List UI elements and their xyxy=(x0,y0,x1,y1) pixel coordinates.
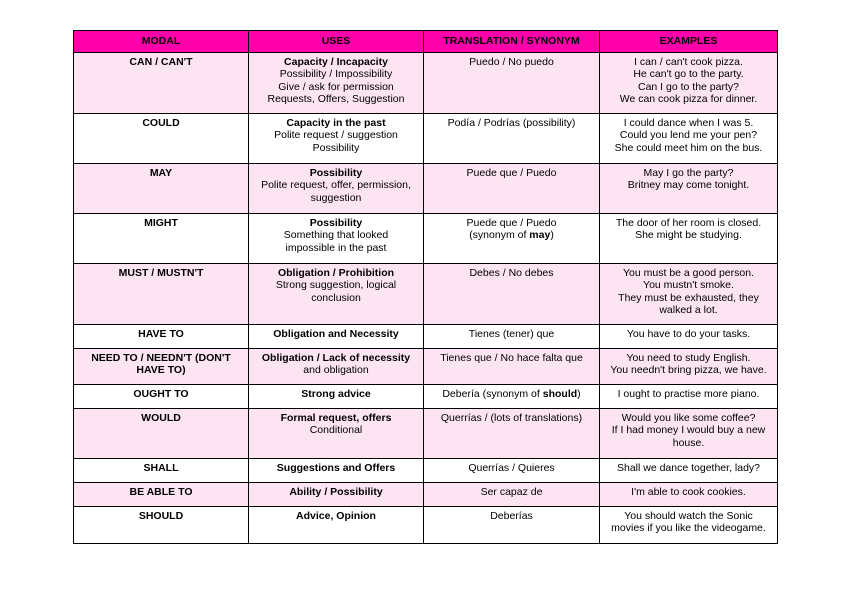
modal-verbs-table xyxy=(73,30,778,544)
examples-cell: You have to do your tasks. xyxy=(600,324,778,348)
examples-cell: I ought to practise more piano. xyxy=(600,384,778,408)
examples-cell: You need to study English. You needn't bring pizza, we have. xyxy=(600,348,778,384)
header-examples: EXAMPLES xyxy=(600,31,778,53)
modal-cell: COULD xyxy=(74,113,249,163)
translation-cell: Tienes (tener) que xyxy=(424,324,600,348)
table-row xyxy=(74,113,778,163)
uses-cell: Advice, Opinion xyxy=(249,506,424,543)
examples-cell: The door of her room is closed. She might be studying. xyxy=(600,213,778,263)
uses-cell: Ability / Possibility xyxy=(249,482,424,506)
table-row xyxy=(74,163,778,213)
translation-cell: Ser capaz de xyxy=(424,482,600,506)
header-translation: TRANSLATION / SYNONYM xyxy=(424,31,600,53)
modal-cell: BE ABLE TO xyxy=(74,482,249,506)
table-row xyxy=(74,384,778,408)
modal-cell: WOULD xyxy=(74,408,249,458)
modal-cell: SHOULD xyxy=(74,506,249,543)
modal-cell: CAN / CAN'T xyxy=(74,52,249,113)
modal-cell: MUST / MUSTN'T xyxy=(74,263,249,324)
uses-cell: Capacity / Incapacity Possibility / Impossibility Give / ask for permission Requests, Offers, Suggestion xyxy=(249,52,424,113)
examples-cell: I could dance when I was 5. Could you lend me your pen? She could meet him on the bus. xyxy=(600,113,778,163)
table-row xyxy=(74,506,778,543)
translation-cell: Podía / Podrías (possibility) xyxy=(424,113,600,163)
modal-cell: HAVE TO xyxy=(74,324,249,348)
examples-cell: You should watch the Sonic movies if you like the videogame. xyxy=(600,506,778,543)
table-row xyxy=(74,263,778,324)
header-uses: USES xyxy=(249,31,424,53)
uses-cell: Possibility Something that looked impossible in the past xyxy=(249,213,424,263)
table-row xyxy=(74,482,778,506)
modal-cell: MAY xyxy=(74,163,249,213)
table-row xyxy=(74,458,778,482)
examples-cell: You must be a good person. You mustn't smoke. They must be exhausted, they walked a lot. xyxy=(600,263,778,324)
examples-cell: May I go the party? Britney may come tonight. xyxy=(600,163,778,213)
uses-cell: Obligation / Lack of necessity and obligation xyxy=(249,348,424,384)
table-row xyxy=(74,213,778,263)
examples-cell: Shall we dance together, lady? xyxy=(600,458,778,482)
uses-cell: Suggestions and Offers xyxy=(249,458,424,482)
translation-cell: Puede que / Puedo xyxy=(424,163,600,213)
translation-cell: Debería (synonym of should) xyxy=(424,384,600,408)
header-modal: MODAL xyxy=(74,31,249,53)
header-row xyxy=(74,31,778,53)
examples-cell: I can / can't cook pizza. He can't go to the party. Can I go to the party? We can cook pizza for dinner. xyxy=(600,52,778,113)
uses-cell: Formal request, offers Conditional xyxy=(249,408,424,458)
modal-cell: OUGHT TO xyxy=(74,384,249,408)
translation-cell: Querrías / (lots of translations) xyxy=(424,408,600,458)
table-row xyxy=(74,408,778,458)
translation-cell: Puede que / Puedo (synonym of may) xyxy=(424,213,600,263)
translation-cell: Debes / No debes xyxy=(424,263,600,324)
translation-cell: Tienes que / No hace falta que xyxy=(424,348,600,384)
modal-cell: SHALL xyxy=(74,458,249,482)
modal-cell: NEED TO / NEEDN'T (DON'T HAVE TO) xyxy=(74,348,249,384)
uses-cell: Obligation / Prohibition Strong suggestion, logical conclusion xyxy=(249,263,424,324)
uses-cell: Obligation and Necessity xyxy=(249,324,424,348)
uses-cell: Strong advice xyxy=(249,384,424,408)
uses-cell: Capacity in the past Polite request / suggestion Possibility xyxy=(249,113,424,163)
examples-cell: Would you like some coffee? If I had money I would buy a new house. xyxy=(600,408,778,458)
table-row xyxy=(74,348,778,384)
examples-cell: I'm able to cook cookies. xyxy=(600,482,778,506)
translation-cell: Deberías xyxy=(424,506,600,543)
translation-cell: Querrías / Quieres xyxy=(424,458,600,482)
table-row xyxy=(74,324,778,348)
uses-cell: Possibility Polite request, offer, permission, suggestion xyxy=(249,163,424,213)
translation-cell: Puedo / No puedo xyxy=(424,52,600,113)
table-row xyxy=(74,52,778,113)
modal-cell: MIGHT xyxy=(74,213,249,263)
